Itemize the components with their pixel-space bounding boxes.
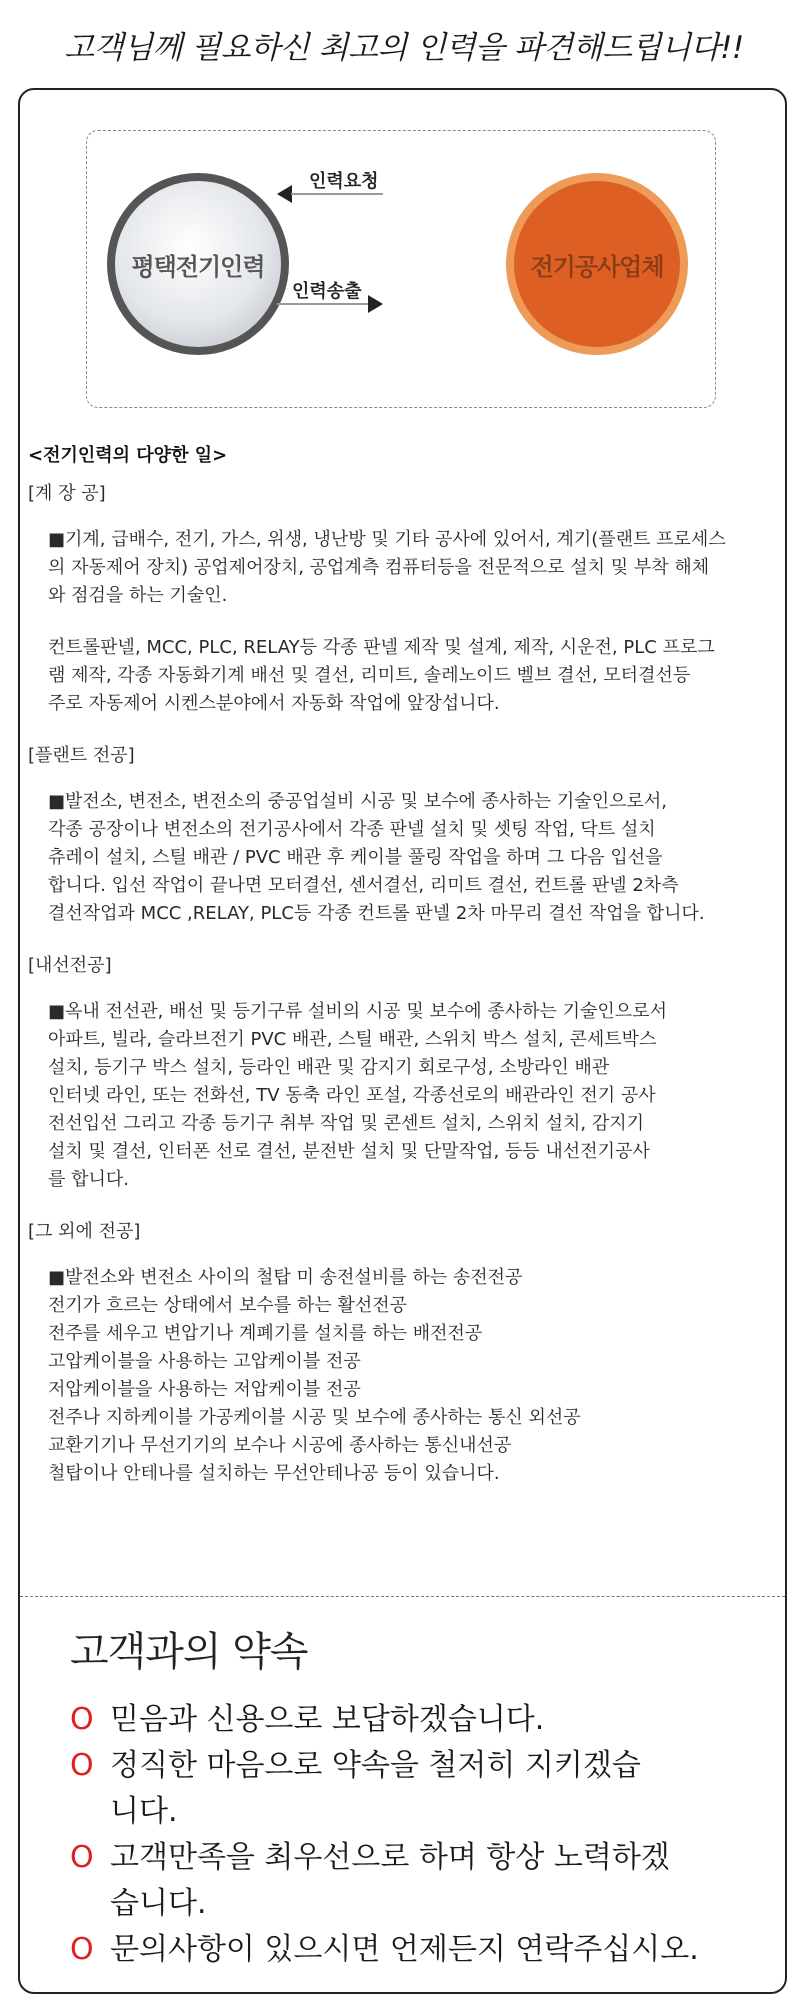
- arrow-left-icon: [277, 185, 292, 203]
- divider: [20, 1596, 785, 1597]
- category-instrumentation: [계 장 공]: [28, 483, 106, 504]
- promise-text: 고객만족을 최우선으로 하며 항상 노력하겠 습니다.: [110, 1840, 670, 1921]
- promise-title: 고객과의 약속: [70, 1629, 308, 1675]
- contractor-circle: 전기공사업체: [506, 173, 688, 355]
- content-card: [18, 88, 787, 1994]
- paragraph: ■발전소와 변전소 사이의 철탑 미 송전설비를 하는 송전전공 전기가 흐르는 상태에서 보수를 하는 활선전공 전주를 세우고 변압기나 계폐기를 설치를 하는 배전전공 고압케이블을 사용하는 고압케이블 전공 저압케이블을 사용하는 저압케이블 전공 전주나 지하케이블 가공케이블 시공 및 보수에 종사하는 통신 외선공 교환기기나 무선기기의 보수나 시공에 종사하는 통신내선공 철탑이나 안테나를 설치하는 무선안테나공 등이 있습니다.: [48, 1267, 581, 1484]
- promise-section: [70, 1620, 750, 1973]
- dispatch-arrow: [277, 295, 383, 313]
- category-other: [그 외에 전공]: [28, 1221, 141, 1242]
- paragraph: ■기계, 급배수, 전기, 가스, 위생, 냉난방 및 기타 공사에 있어서, 계기(플랜트 프로세스 의 자동제어 장치) 공업제어장치, 공업계측 컴퓨터등을 전문적으로 설치 및 부착 해체 와 점검을 하는 기술인.: [48, 529, 726, 606]
- job-descriptions: [28, 442, 778, 1512]
- promise-item: [70, 1927, 750, 1973]
- company-circle: 평택전기인력: [107, 173, 289, 355]
- page-title: 고객님께 필요하신 최고의 인력을 파견해드립니다!!: [64, 30, 744, 66]
- flow-diagram: [86, 130, 716, 408]
- request-label: 인력요청: [309, 171, 379, 192]
- promise-item: [70, 1697, 750, 1743]
- circle-bullet-icon: O: [70, 1748, 94, 1783]
- promise-item: [70, 1743, 750, 1835]
- category-plant: [플랜트 전공]: [28, 745, 135, 766]
- circle-bullet-icon: O: [70, 1932, 94, 1967]
- promise-text: 정직한 마음으로 약속을 철저히 지키겠습 니다.: [110, 1748, 641, 1829]
- promise-item: [70, 1835, 750, 1927]
- paragraph: ■옥내 전선관, 배선 및 등기구류 설비의 시공 및 보수에 종사하는 기술인으로서 아파트, 빌라, 슬라브전기 PVC 배관, 스틸 배관, 스위치 박스 설치, 콘세트박스 설치, 등기구 박스 설치, 등라인 배관 및 감지기 회로구성, 소방라인 배관 인터넷 라인, 또는 전화선, TV 동축 라인 포설, 각종선로의 배관라인 전기 공사 전선입선 그리고 각종 등기구 취부 작업 및 콘센트 설치, 스위치 설치, 감지기 설치 및 결선, 인터폰 선로 결선, 분전반 설치 및 단말작업, 등등 내선전기공사 를 합니다.: [48, 1001, 667, 1190]
- circle-bullet-icon: O: [70, 1702, 94, 1737]
- paragraph: ■발전소, 변전소, 변전소의 중공업설비 시공 및 보수에 종사하는 기술인으로서, 각종 공장이나 변전소의 전기공사에서 각종 판넬 설치 및 셋팅 작업, 닥트 설치 츄레이 설치, 스틸 배관 / PVC 배관 후 케이블 풀링 작업을 하며 그 다음 입선을 합니다. 입선 작업이 끝나면 모터결선, 센서결선, 리미트 결선, 컨트롤 판넬 2차측 결선작업과 MCC ,RELAY, PLC등 각종 컨트롤 판넬 2차 마무리 결선 작업을 합니다.: [48, 791, 705, 924]
- section-heading: <전기인력의 다양한 일>: [28, 445, 228, 466]
- arrow-right-icon: [368, 295, 383, 313]
- category-interior-wiring: [내선전공]: [28, 955, 112, 976]
- request-arrow: [277, 185, 383, 203]
- promise-text: 문의사항이 있으시면 언제든지 연락주십시오.: [110, 1932, 699, 1967]
- paragraph: 컨트롤판넬, MCC, PLC, RELAY등 각종 판넬 제작 및 설계, 제작, 시운전, PLC 프로그 램 제작, 각종 자동화기계 배선 및 결선, 리미트, 솔레노이드 벨브 결선, 모터결선등 주로 자동제어 시켄스분야에서 자동화 작업에 앞장섭니다.: [48, 637, 715, 714]
- dispatch-label: 인력송출: [292, 281, 362, 302]
- circle-bullet-icon: O: [70, 1840, 94, 1875]
- promise-text: 믿음과 신용으로 보답하겠습니다.: [110, 1702, 545, 1737]
